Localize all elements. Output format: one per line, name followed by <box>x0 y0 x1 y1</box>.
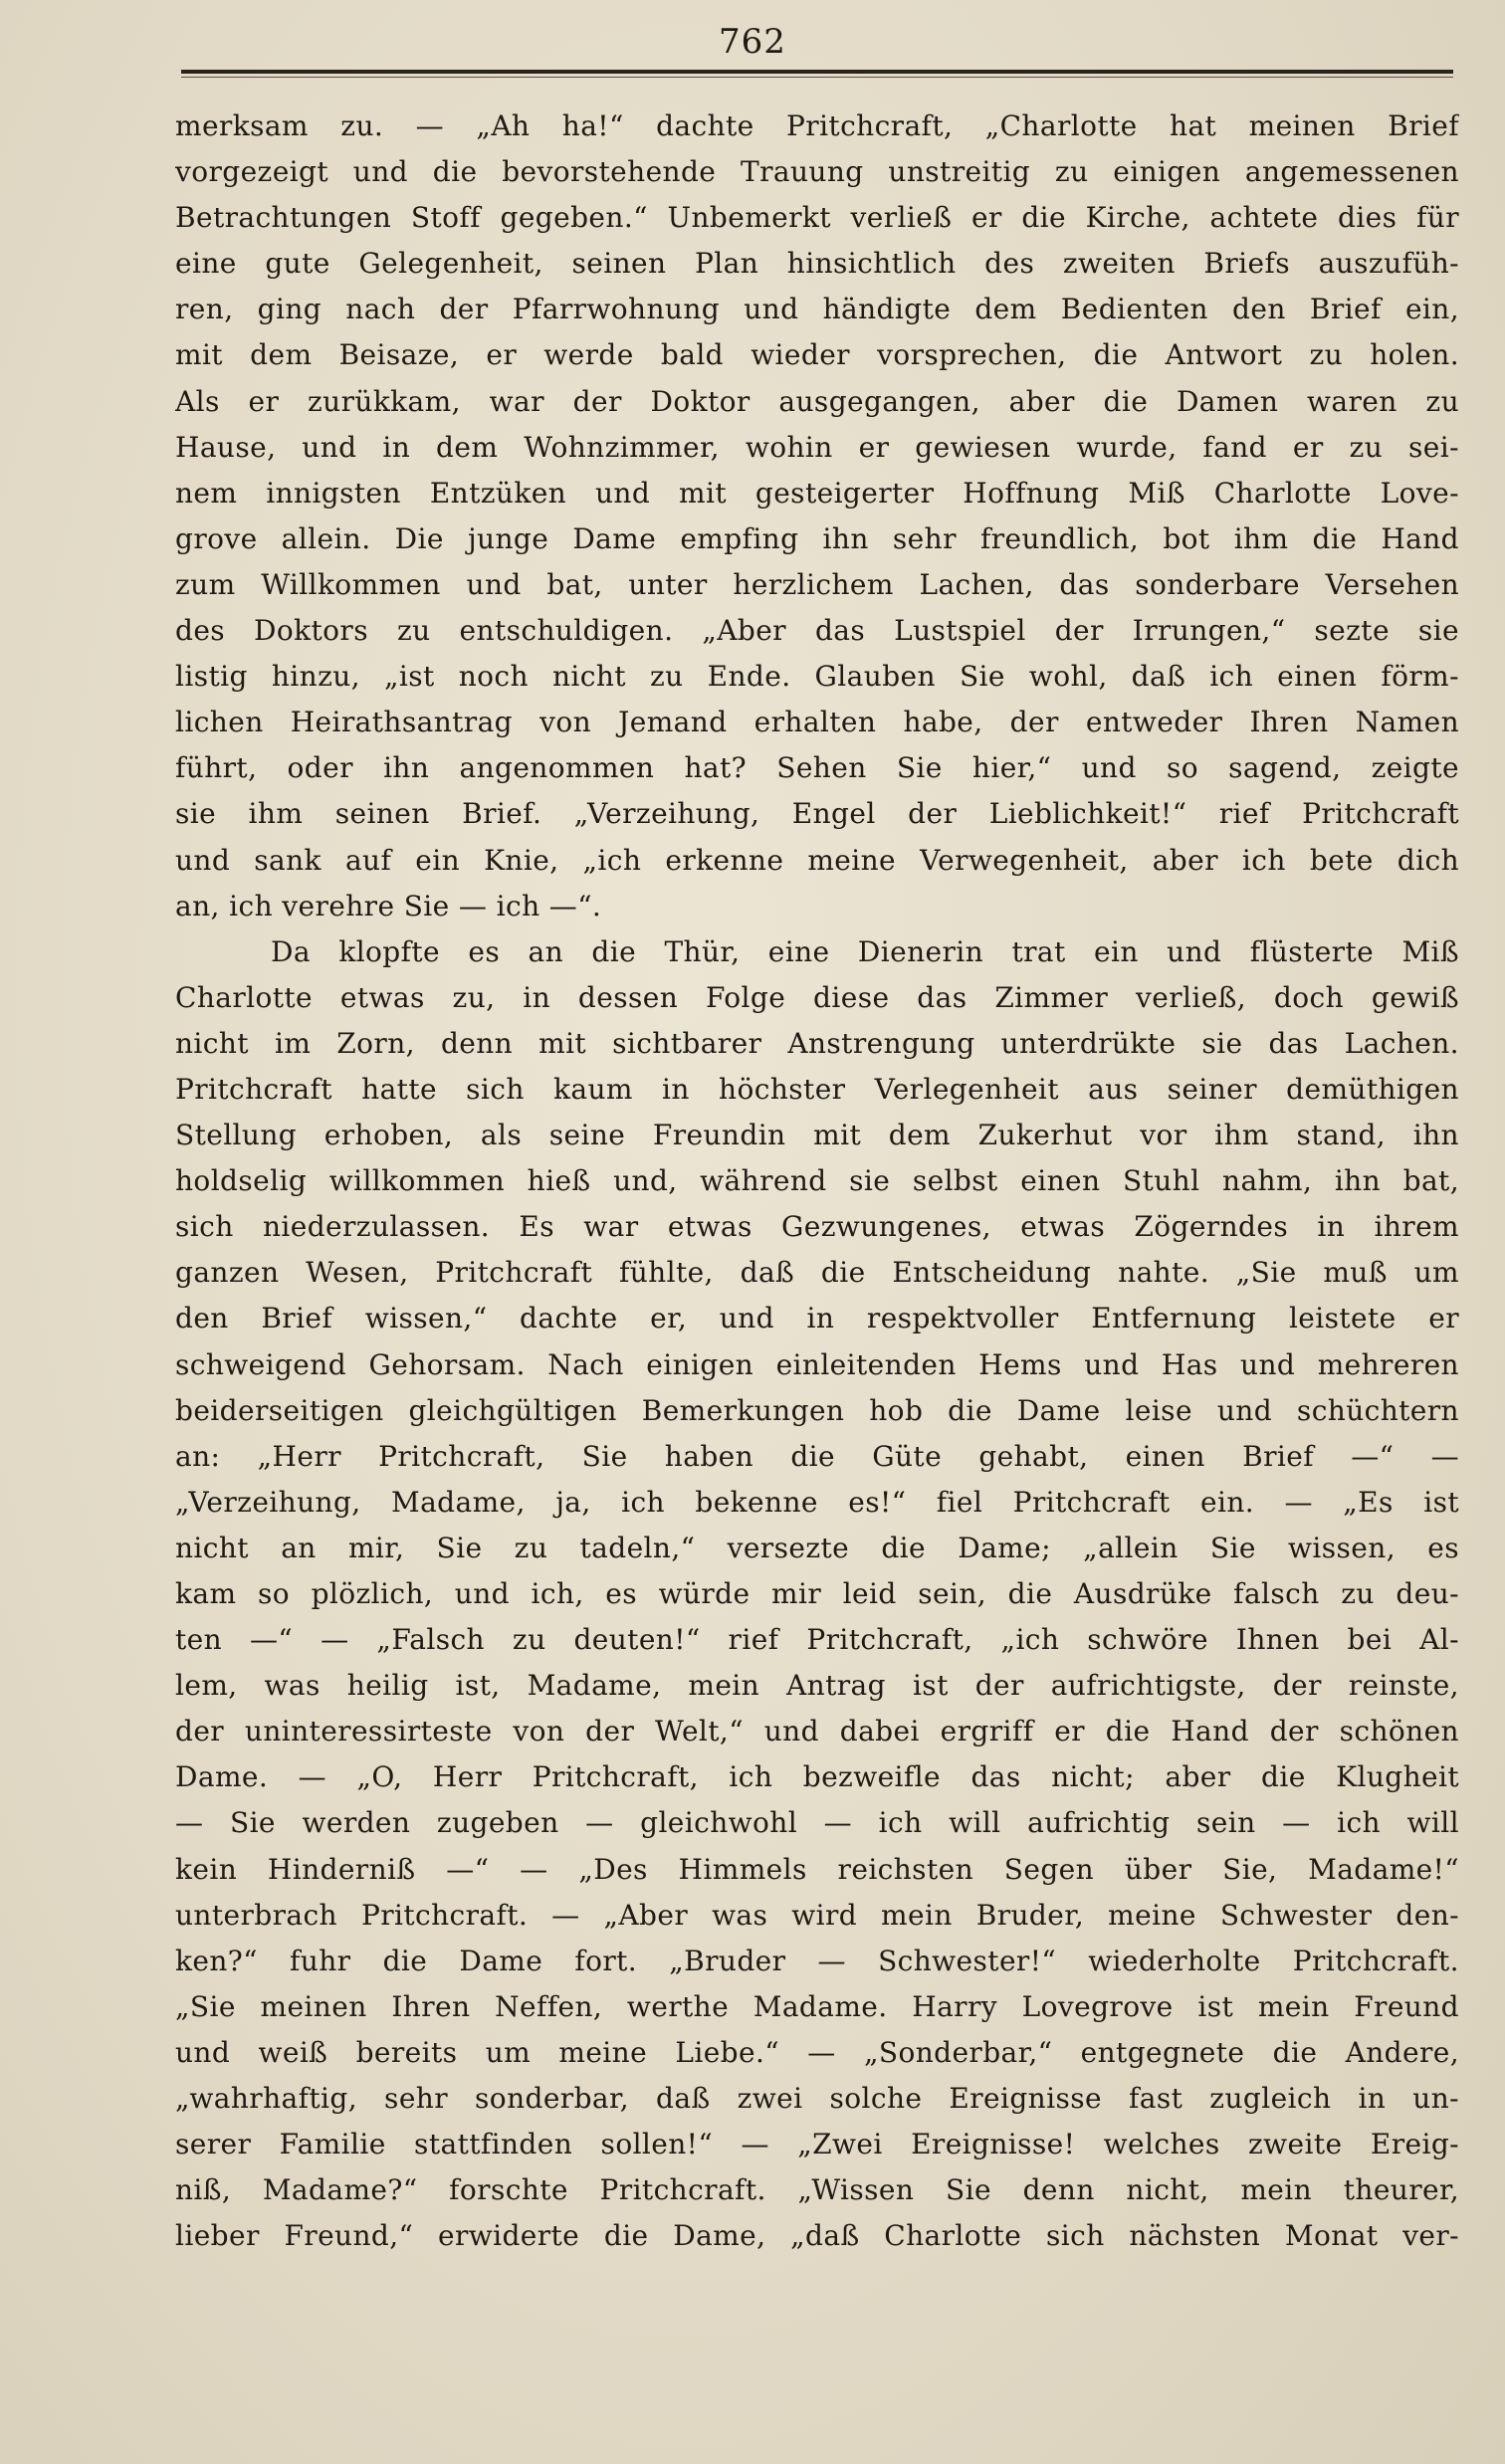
text-line: nem innigsten Entzüken und mit gesteigerter Hoffnung Miß Charlotte Love- <box>175 476 1459 510</box>
text-line: lichen Heirathsantrag von Jemand erhalten habe, der entweder Ihren Namen <box>175 706 1459 739</box>
text-line: Pritchcraft hatte sich kaum in höchster Verlegenheit aus seiner demüthigen <box>175 1072 1459 1106</box>
text-line: und weiß bereits um meine Liebe.“ — „Sonderbar,“ entgegnete die Andere, <box>175 2035 1459 2069</box>
text-line: beiderseitigen gleichgültigen Bemerkungen hob die Dame leise und schüchtern <box>175 1393 1459 1427</box>
text-line: — Sie werden zugeben — gleichwohl — ich will aufrichtig sein — ich will <box>175 1806 1459 1840</box>
text-line: Hause, und in dem Wohnzimmer, wohin er gewiesen wurde, fand er zu sei- <box>175 430 1459 464</box>
text-line: Betrachtungen Stoff gegeben.“ Unbemerkt verließ er die Kirche, achtete dies für <box>175 201 1459 235</box>
text-line: vorgezeigt und die bevorstehende Trauung unstreitig zu einigen angemessenen <box>175 155 1459 189</box>
text-line: an: „Herr Pritchcraft, Sie haben die Güte gehabt, einen Brief —“ — <box>175 1439 1459 1473</box>
text-line: ten —“ — „Falsch zu deuten!“ rief Pritchcraft, „ich schwöre Ihnen bei Al- <box>175 1623 1459 1657</box>
text-line: ganzen Wesen, Pritchcraft fühlte, daß die Entscheidung nahte. „Sie muß um <box>175 1256 1459 1290</box>
text-line: ren, ging nach der Pfarrwohnung und händigte dem Bedienten den Brief ein, <box>175 293 1459 326</box>
text-line: „Sie meinen Ihren Neffen, werthe Madame. Harry Lovegrove ist mein Freund <box>175 1989 1459 2023</box>
text-line: Stellung erhoben, als seine Freundin mit dem Zukerhut vor ihm stand, ihn <box>175 1119 1459 1152</box>
text-line: eine gute Gelegenheit, seinen Plan hinsichtlich des zweiten Briefs auszufüh- <box>175 247 1459 281</box>
text-line: zum Willkommen und bat, unter herzlichem Lachen, das sonderbare Versehen <box>175 567 1459 601</box>
text-line: lieber Freund,“ erwiderte die Dame, „daß Charlotte sich nächsten Monat ver- <box>175 2219 1459 2253</box>
text-line: den Brief wissen,“ dachte er, und in respektvoller Entfernung leistete er <box>175 1302 1459 1335</box>
text-line: lem, was heilig ist, Madame, mein Antrag ist der aufrichtigste, der reinste, <box>175 1669 1459 1703</box>
text-line: Dame. — „O, Herr Pritchcraft, ich bezweifle das nicht; aber die Klugheit <box>175 1760 1459 1794</box>
text-line: merksam zu. — „Ah ha!“ dachte Pritchcraft, „Charlotte hat meinen Brief <box>175 109 1459 142</box>
text-line: Charlotte etwas zu, in dessen Folge diese das Zimmer verließ, doch gewiß <box>175 980 1459 1014</box>
text-line: der uninteressirteste von der Welt,“ und dabei ergriff er die Hand der schönen <box>175 1715 1459 1748</box>
text-line: grove allein. Die junge Dame empfing ihn sehr freundlich, bot ihm die Hand <box>175 521 1459 555</box>
text-line: Als er zurükkam, war der Doktor ausgegangen, aber die Damen waren zu <box>175 384 1459 418</box>
text-line: holdselig willkommen hieß und, während sie selbst einen Stuhl nahm, ihn bat, <box>175 1164 1459 1198</box>
header-rule-thin <box>181 77 1453 78</box>
header-rule <box>181 70 1453 74</box>
text-line: des Doktors zu entschuldigen. „Aber das Lustspiel der Irrungen,“ sezte sie <box>175 614 1459 648</box>
text-line: sich niederzulassen. Es war etwas Gezwungenes, etwas Zögerndes in ihrem <box>175 1210 1459 1244</box>
body-text <box>175 103 1459 2306</box>
text-line: nicht an mir, Sie zu tadeln,“ versezte die Dame; „allein Sie wissen, es <box>175 1531 1459 1564</box>
text-line: unterbrach Pritchcraft. — „Aber was wird mein Bruder, meine Schwester den- <box>175 1898 1459 1932</box>
text-line: kam so plözlich, und ich, es würde mir leid sein, die Ausdrüke falsch zu deu- <box>175 1577 1459 1610</box>
text-line: an, ich verehre Sie — ich —“. <box>175 889 602 923</box>
text-line: sie ihm seinen Brief. „Verzeihung, Engel der Lieblichkeit!“ rief Pritchcraft <box>175 797 1459 831</box>
text-line: schweigend Gehorsam. Nach einigen einleitenden Hems und Has und mehreren <box>175 1347 1459 1381</box>
text-line: kein Hinderniß —“ — „Des Himmels reichsten Segen über Sie, Madame!“ <box>175 1852 1459 1886</box>
text-line: Da klopfte es an die Thür, eine Dienerin trat ein und flüsterte Miß <box>271 934 1459 968</box>
text-line <box>175 2259 1459 2305</box>
text-line: nicht im Zorn, denn mit sichtbarer Anstrengung unterdrükte sie das Lachen. <box>175 1026 1459 1060</box>
text-line: und sank auf ein Knie, „ich erkenne meine Verwegenheit, aber ich bete dich <box>175 843 1459 877</box>
text-line: mit dem Beisaze, er werde bald wieder vorsprechen, die Antwort zu holen. <box>175 338 1459 372</box>
page-number: 762 <box>719 22 786 62</box>
text-line: listig hinzu, „ist noch nicht zu Ende. Glauben Sie wohl, daß ich einen förm- <box>175 660 1459 694</box>
text-line: ken?“ fuhr die Dame fort. „Bruder — Schwester!“ wiederholte Pritchcraft. <box>175 1944 1459 1977</box>
text-line: niß, Madame?“ forschte Pritchcraft. „Wissen Sie denn nicht, mein theurer, <box>175 2173 1459 2207</box>
text-line: serer Familie stattfinden sollen!“ — „Zwei Ereignisse! welches zweite Ereig- <box>175 2128 1459 2161</box>
text-line: „Verzeihung, Madame, ja, ich bekenne es!“ fiel Pritchcraft ein. — „Es ist <box>175 1485 1459 1519</box>
text-line: „wahrhaftig, sehr sonderbar, daß zwei solche Ereignisse fast zugleich in un- <box>175 2082 1459 2116</box>
text-line: führt, oder ihn angenommen hat? Sehen Sie hier,“ und so sagend, zeigte <box>175 751 1459 785</box>
